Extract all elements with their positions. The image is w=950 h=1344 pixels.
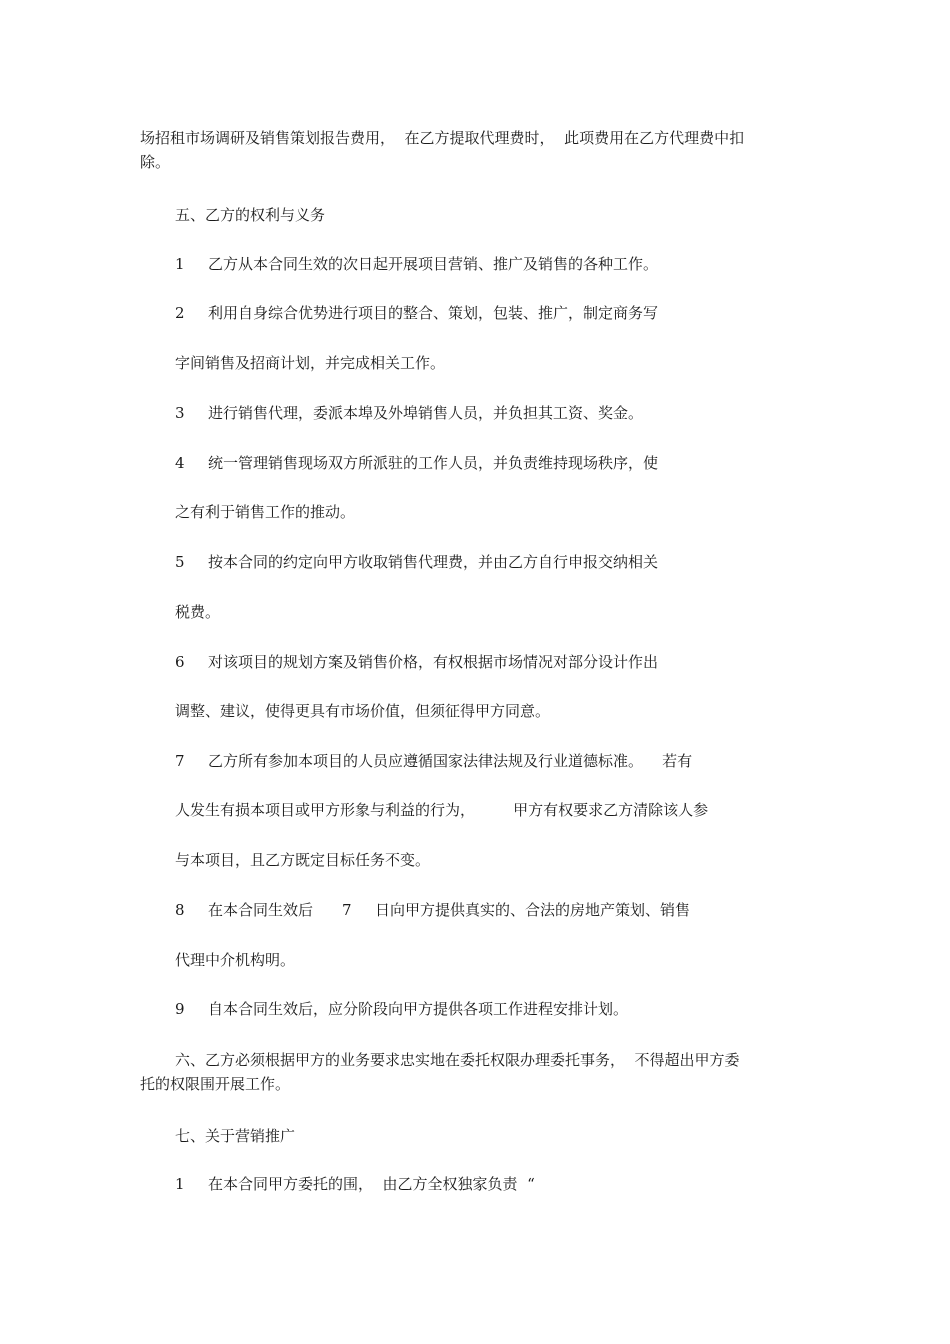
item-number: 6 — [175, 653, 185, 671]
text-line: 场招租市场调研及销售策划报告费用， 在乙方提取代理费时， 此项费用在乙方代理费中扣 — [140, 129, 745, 147]
item-number: 8 — [175, 901, 185, 919]
text-line: 字间销售及招商计划，并完成相关工作。 — [175, 354, 446, 372]
text-line: 进行销售代理，委派本埠及外埠销售人员，并负担其工资、奖金。 — [208, 404, 644, 422]
text-line: 与本项目，且乙方既定目标任务不变。 — [175, 851, 431, 869]
item-number: 2 — [175, 304, 185, 322]
text-line: 税费。 — [175, 603, 221, 621]
item-number: 3 — [175, 404, 185, 422]
text-line: 除。 — [140, 153, 171, 171]
section-heading: 七、关于营销推广 — [175, 1127, 296, 1145]
text-line: 对该项目的规划方案及销售价格，有权根据市场情况对部分设计作出 — [208, 653, 659, 671]
section-heading: 六、乙方必须根据甲方的业务要求忠实地在委托权限办理委托事务， 不得超出甲方委 — [175, 1051, 740, 1069]
text-line: 乙方所有参加本项目的人员应遵循国家法律法规及行业道德标准。 若有 — [208, 752, 693, 770]
text-line: 日向甲方提供真实的、合法的房地产策划、销售 — [375, 901, 691, 919]
item-number: 9 — [175, 1000, 185, 1018]
item-number: 1 — [175, 255, 185, 273]
text-line: 利用自身综合优势进行项目的整合、策划，包装、推广，制定商务写 — [208, 304, 659, 322]
text-line: 在本合同生效后 — [208, 901, 314, 919]
inline-number: 7 — [342, 901, 352, 919]
item-number: 1 — [175, 1175, 185, 1193]
text-line: 乙方从本合同生效的次日起开展项目营销、推广及销售的各种工作。 — [208, 255, 659, 273]
text-line: 代理中介机构明。 — [175, 951, 296, 969]
text-line: 之有利于销售工作的推动。 — [175, 503, 356, 521]
item-number: 4 — [175, 454, 185, 472]
section-heading: 五、乙方的权利与义务 — [175, 206, 326, 224]
text-line: 调整、建议，使得更具有市场价值，但须征得甲方同意。 — [175, 702, 551, 720]
text-line: 人发生有损本项目或甲方形象与利益的行为， 甲方有权要求乙方清除该人参 — [175, 801, 709, 819]
item-number: 7 — [175, 752, 185, 770]
text-line: 自本合同生效后，应分阶段向甲方提供各项工作进程安排计划。 — [208, 1000, 629, 1018]
text-line: 托的权限围开展工作。 — [140, 1075, 291, 1093]
text-line: 统一管理销售现场双方所派驻的工作人员，并负责维持现场秩序，使 — [208, 454, 659, 472]
text-line: 在本合同甲方委托的围， 由乙方全权独家负责 “ — [208, 1175, 535, 1193]
item-number: 5 — [175, 553, 185, 571]
text-line: 按本合同的约定向甲方收取销售代理费，并由乙方自行申报交纳相关 — [208, 553, 659, 571]
